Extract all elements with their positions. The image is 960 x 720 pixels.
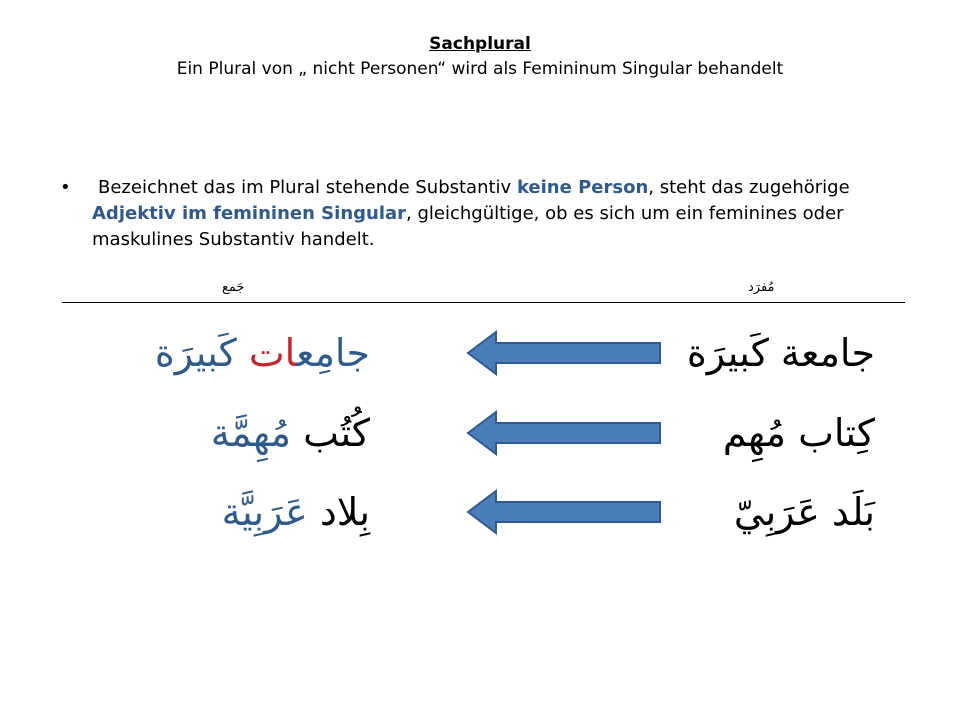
plural-noun: بِلاد	[319, 490, 370, 534]
header-divider-line	[62, 302, 905, 303]
bullet-marker: •	[60, 177, 71, 198]
slide-title: Sachplural	[429, 34, 531, 54]
example-row	[0, 318, 960, 388]
singular-phrase: كِتاب مُهِم	[722, 411, 875, 455]
plural-column-label: جَمع	[222, 280, 245, 295]
bullet-text-part1: Bezeichnet das im Plural stehende Substantiv	[98, 177, 517, 198]
bullet-highlight-adjektiv: Adjektiv im femininen Singular	[92, 203, 407, 224]
plural-phrase	[222, 477, 370, 547]
plural-phrase	[211, 398, 370, 468]
example-row	[0, 398, 960, 468]
bullet-point	[60, 175, 890, 253]
singular-column-label: مُفرَد	[748, 280, 775, 295]
singular-phrase: بَلَد عَرَبِيّ	[733, 490, 875, 534]
plural-adjective: عَرَبِيَّة	[221, 490, 308, 534]
plural-noun-stem: جامِع	[296, 331, 370, 375]
bullet-text-part3: , gleichgültige, ob es sich um ein feminines oder maskulines Substantiv handelt.	[92, 203, 844, 250]
singular-phrase: جامعة كَبيرَة	[686, 331, 875, 375]
plural-adjective: مُهِمَّة	[210, 411, 292, 455]
plural-adjective: كَبيرَة	[154, 331, 237, 375]
bullet-text	[92, 175, 890, 253]
plural-noun-suffix: ات	[248, 331, 297, 375]
plural-phrase	[155, 318, 370, 388]
left-arrow-icon	[466, 410, 662, 456]
slide-title-block	[0, 32, 960, 82]
left-arrow-icon	[466, 330, 662, 376]
left-arrow-icon	[466, 489, 662, 535]
example-row	[0, 477, 960, 547]
plural-noun: كُتُب	[303, 411, 370, 455]
slide-subtitle: Ein Plural von „ nicht Personen“ wird als Femininum Singular behandelt	[176, 59, 784, 79]
bullet-highlight-keine-person: keine Person	[516, 177, 649, 198]
bullet-text-part2: , steht das zugehörige	[648, 177, 850, 198]
